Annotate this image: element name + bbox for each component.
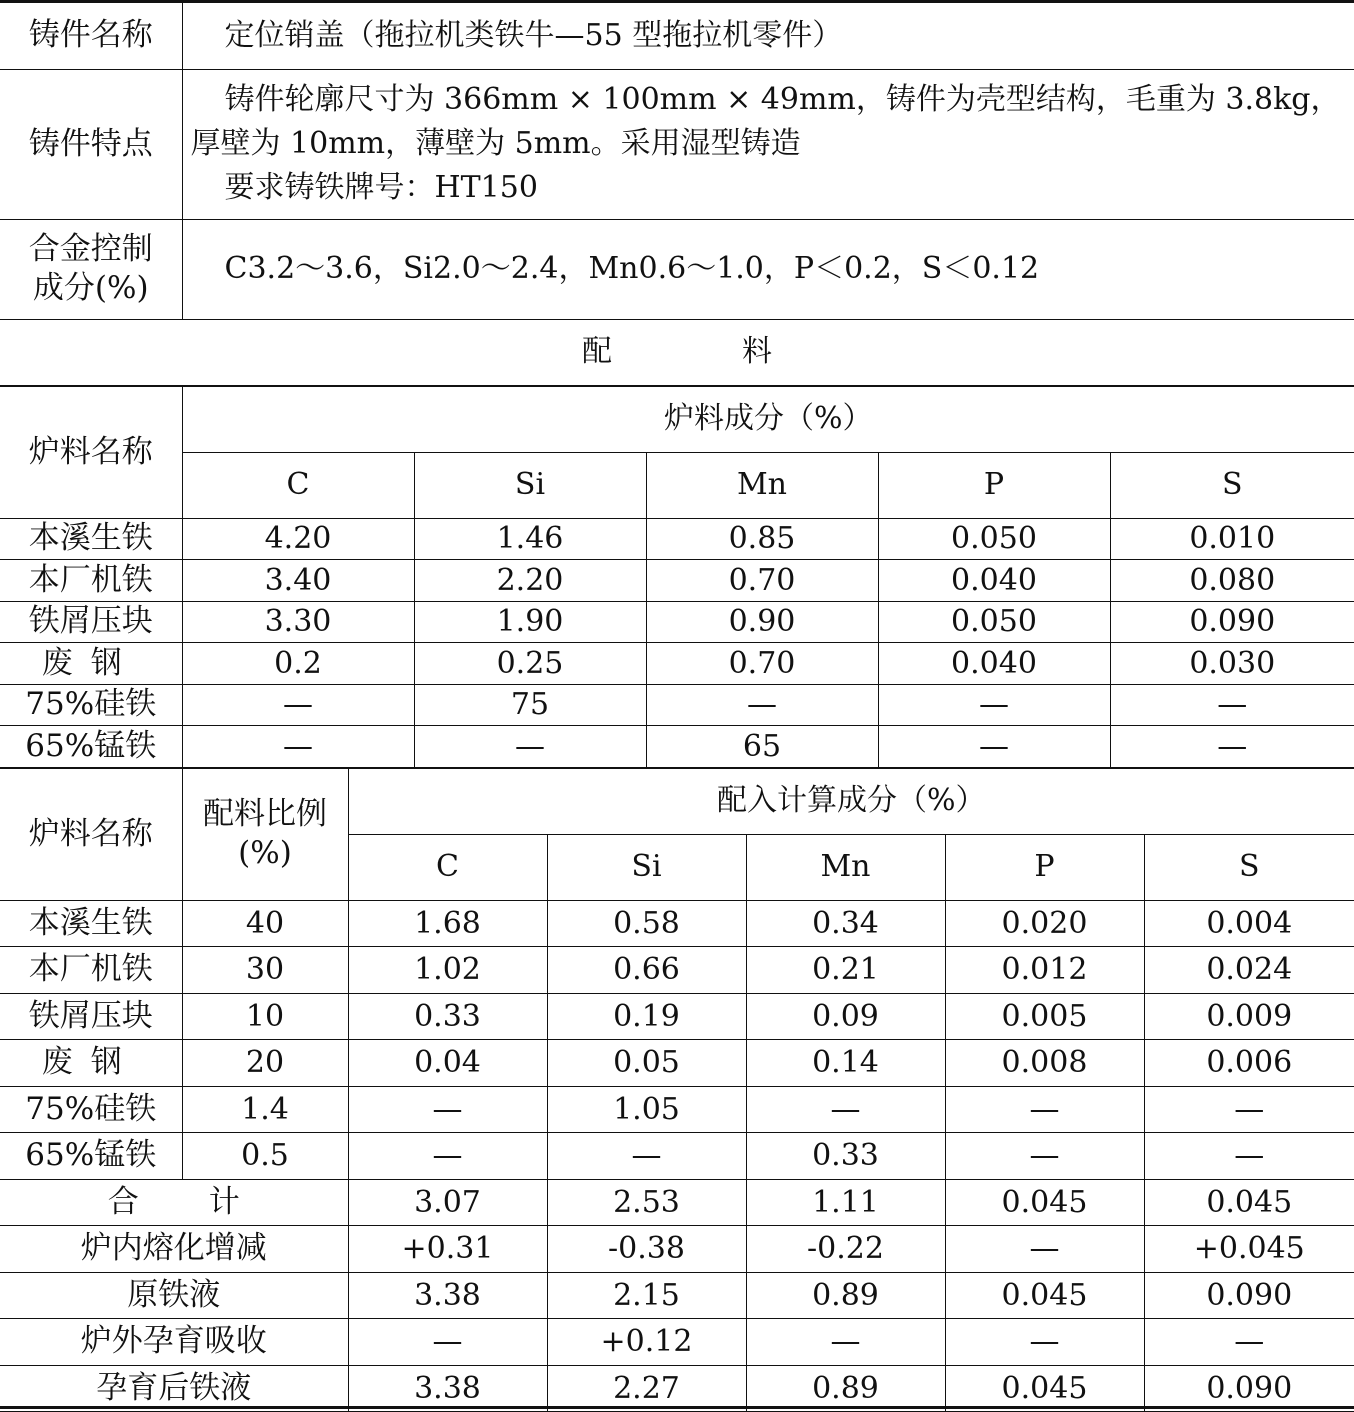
summary-cell: +0.045 — [1144, 1226, 1354, 1273]
summary-rows — [0, 1179, 1354, 1412]
charge-cell: 0.030 — [1110, 643, 1354, 685]
summary-row-name: 原铁液 — [0, 1272, 348, 1319]
calc-cell: 0.21 — [746, 947, 945, 994]
calc-col-header: S — [1144, 834, 1354, 900]
summary-cell: — — [746, 1319, 945, 1366]
summary-cell: 2.15 — [547, 1272, 746, 1319]
charge-cell: — — [878, 684, 1110, 726]
calc-ratio-cell: 10 — [182, 993, 348, 1040]
calc-cell: — — [1144, 1133, 1354, 1180]
alloy-label-line-2: 成分(%) — [0, 269, 182, 308]
calc-cell: 0.005 — [945, 993, 1144, 1040]
summary-cell: 3.38 — [348, 1365, 547, 1412]
charge-header-row — [0, 386, 1354, 452]
summary-row-name: 合计 — [0, 1179, 348, 1226]
calc-cell: 0.04 — [348, 1040, 547, 1087]
charge-composition-table — [0, 386, 1354, 768]
charge-rows — [0, 518, 1354, 767]
calc-cell: 1.02 — [348, 947, 547, 994]
charge-cell: 0.010 — [1110, 518, 1354, 560]
table-row — [0, 1086, 1354, 1133]
calc-rows — [0, 900, 1354, 1179]
table-row — [0, 1040, 1354, 1087]
charge-cell: 0.70 — [646, 643, 878, 685]
calc-col-header: P — [945, 834, 1144, 900]
summary-cell: -0.22 — [746, 1226, 945, 1273]
calc-row-name: 75%硅铁 — [0, 1086, 182, 1133]
charge-cell: 3.40 — [182, 560, 414, 602]
charge-cell: — — [182, 726, 414, 768]
features-line-3: 要求铸铁牌号：HT150 — [191, 166, 1349, 210]
summary-cell: 2.53 — [547, 1179, 746, 1226]
summary-cell: 0.045 — [945, 1272, 1144, 1319]
charge-row-name: 铁屑压块 — [0, 601, 182, 643]
charge-cell: — — [1110, 684, 1354, 726]
ratio-header-line-2: (%) — [183, 834, 348, 873]
charge-cell: — — [646, 684, 878, 726]
calc-ratio-cell: 1.4 — [182, 1086, 348, 1133]
calc-cell: 0.33 — [348, 993, 547, 1040]
charge-cell: 0.050 — [878, 601, 1110, 643]
summary-row-name: 炉外孕育吸收 — [0, 1319, 348, 1366]
charge-cell: 3.30 — [182, 601, 414, 643]
calc-cell: 0.020 — [945, 900, 1144, 947]
summary-row-name: 孕育后铁液 — [0, 1365, 348, 1412]
calc-row-name: 本溪生铁 — [0, 900, 182, 947]
charge-cell: 75 — [414, 684, 646, 726]
charge-col-header: Si — [414, 452, 646, 518]
charge-col-header: S — [1110, 452, 1354, 518]
table-row — [0, 684, 1354, 726]
summary-cell: 0.045 — [945, 1365, 1144, 1412]
summary-cell: — — [348, 1319, 547, 1366]
charge-column-row — [0, 452, 1354, 518]
calc-cell: 0.58 — [547, 900, 746, 947]
calc-col-header: Si — [547, 834, 746, 900]
calc-group-header: 配入计算成分（%） — [348, 768, 1354, 834]
calc-cell: 0.004 — [1144, 900, 1354, 947]
summary-cell: 3.07 — [348, 1179, 547, 1226]
charge-cell: 4.20 — [182, 518, 414, 560]
casting-name-row — [0, 3, 1354, 69]
alloy-control-value: C3.2～3.6，Si2.0～2.4，Mn0.6～1.0，P＜0.2，S＜0.12 — [182, 219, 1354, 319]
calc-cell: 0.024 — [1144, 947, 1354, 994]
summary-cell: — — [945, 1319, 1144, 1366]
casting-name-label: 铸件名称 — [0, 3, 182, 69]
summary-cell: 0.045 — [945, 1179, 1144, 1226]
charge-cell: 0.080 — [1110, 560, 1354, 602]
charge-cell: — — [878, 726, 1110, 768]
charge-cell: — — [1110, 726, 1354, 768]
calc-row-name: 废钢 — [0, 1040, 182, 1087]
calc-cell: 0.34 — [746, 900, 945, 947]
summary-row — [0, 1272, 1354, 1319]
table-row — [0, 1133, 1354, 1180]
casting-info-table — [0, 3, 1354, 386]
charge-row-name: 废钢 — [0, 643, 182, 685]
table-row — [0, 560, 1354, 602]
charge-col-header: P — [878, 452, 1110, 518]
charge-cell: 0.050 — [878, 518, 1110, 560]
summary-cell: 0.090 — [1144, 1365, 1354, 1412]
charge-cell: 0.90 — [646, 601, 878, 643]
calc-cell: 0.012 — [945, 947, 1144, 994]
charge-cell: 0.25 — [414, 643, 646, 685]
summary-cell: 0.045 — [1144, 1179, 1354, 1226]
calc-cell: 1.05 — [547, 1086, 746, 1133]
charge-row-name: 65%锰铁 — [0, 726, 182, 768]
table-row — [0, 993, 1354, 1040]
summary-cell: 0.89 — [746, 1365, 945, 1412]
summary-cell: 0.89 — [746, 1272, 945, 1319]
summary-cell: 0.090 — [1144, 1272, 1354, 1319]
charge-col-header: Mn — [646, 452, 878, 518]
calc-col-header: Mn — [746, 834, 945, 900]
summary-row-name: 炉内熔化增减 — [0, 1226, 348, 1273]
alloy-label-line-1: 合金控制 — [0, 230, 182, 269]
summary-cell: -0.38 — [547, 1226, 746, 1273]
calc-cell: 0.33 — [746, 1133, 945, 1180]
calc-ratio-cell: 30 — [182, 947, 348, 994]
charge-cell: 2.20 — [414, 560, 646, 602]
section-title-row — [0, 319, 1354, 385]
summary-cell: — — [945, 1226, 1144, 1273]
casting-features-label: 铸件特点 — [0, 69, 182, 219]
summary-row — [0, 1226, 1354, 1273]
charge-cell: 0.090 — [1110, 601, 1354, 643]
calc-cell: — — [547, 1133, 746, 1180]
calc-ratio-cell: 20 — [182, 1040, 348, 1087]
table-row — [0, 726, 1354, 768]
table-row — [0, 947, 1354, 994]
charge-row-name: 75%硅铁 — [0, 684, 182, 726]
summary-cell: 2.27 — [547, 1365, 746, 1412]
calculated-composition-table — [0, 768, 1354, 1412]
charge-cell: 0.2 — [182, 643, 414, 685]
calc-ratio-cell: 40 — [182, 900, 348, 947]
table-row — [0, 601, 1354, 643]
charge-cell: 1.90 — [414, 601, 646, 643]
calc-cell: 0.008 — [945, 1040, 1144, 1087]
table-row — [0, 900, 1354, 947]
charge-row-name: 本溪生铁 — [0, 518, 182, 560]
charge-cell: 0.040 — [878, 643, 1110, 685]
summary-row — [0, 1365, 1354, 1412]
calc-name-header: 炉料名称 — [0, 768, 182, 900]
summary-cell: 1.11 — [746, 1179, 945, 1226]
calc-ratio-cell: 0.5 — [182, 1133, 348, 1180]
calc-col-header: C — [348, 834, 547, 900]
calc-row-name: 铁屑压块 — [0, 993, 182, 1040]
charge-cell: 1.46 — [414, 518, 646, 560]
features-line-2: 厚壁为 10mm，薄壁为 5mm。采用湿型铸造 — [191, 122, 1349, 166]
charge-cell: 65 — [646, 726, 878, 768]
charge-row-name: 本厂机铁 — [0, 560, 182, 602]
casting-name-value: 定位销盖（拖拉机类铁牛—55 型拖拉机零件） — [182, 3, 1354, 69]
calc-cell: — — [945, 1133, 1144, 1180]
charge-cell: 0.85 — [646, 518, 878, 560]
calc-cell: — — [746, 1086, 945, 1133]
summary-row — [0, 1179, 1354, 1226]
charge-name-header: 炉料名称 — [0, 386, 182, 518]
calc-ratio-header — [182, 768, 348, 900]
calc-cell: — — [348, 1086, 547, 1133]
table-row — [0, 518, 1354, 560]
calc-cell: 1.68 — [348, 900, 547, 947]
calc-cell: 0.14 — [746, 1040, 945, 1087]
calc-cell: 0.009 — [1144, 993, 1354, 1040]
charge-cell: 0.040 — [878, 560, 1110, 602]
calc-row-name: 65%锰铁 — [0, 1133, 182, 1180]
charge-cell: — — [182, 684, 414, 726]
ratio-header-line-1: 配料比例 — [183, 795, 348, 834]
calc-row-name: 本厂机铁 — [0, 947, 182, 994]
calc-cell: — — [945, 1086, 1144, 1133]
summary-cell: — — [1144, 1319, 1354, 1366]
alloy-control-row — [0, 219, 1354, 319]
calc-cell: 0.006 — [1144, 1040, 1354, 1087]
calc-cell: — — [1144, 1086, 1354, 1133]
features-line-1: 铸件轮廓尺寸为 366mm × 100mm × 49mm，铸件为壳型结构，毛重为 3.8kg， — [191, 78, 1349, 122]
table-row — [0, 643, 1354, 685]
summary-cell: +0.12 — [547, 1319, 746, 1366]
charge-cell: — — [414, 726, 646, 768]
calc-header-row — [0, 768, 1354, 834]
summary-cell: 3.38 — [348, 1272, 547, 1319]
calc-cell: — — [348, 1133, 547, 1180]
charge-cell: 0.70 — [646, 560, 878, 602]
summary-row — [0, 1319, 1354, 1366]
casting-features-value — [182, 69, 1354, 219]
calc-cell: 0.66 — [547, 947, 746, 994]
alloy-control-label — [0, 219, 182, 319]
calc-cell: 0.19 — [547, 993, 746, 1040]
casting-features-row — [0, 69, 1354, 219]
charge-col-header: C — [182, 452, 414, 518]
section-title: 配料 — [0, 319, 1354, 385]
charge-group-header: 炉料成分（%） — [182, 386, 1354, 452]
calc-cell: 0.05 — [547, 1040, 746, 1087]
calc-cell: 0.09 — [746, 993, 945, 1040]
summary-cell: +0.31 — [348, 1226, 547, 1273]
